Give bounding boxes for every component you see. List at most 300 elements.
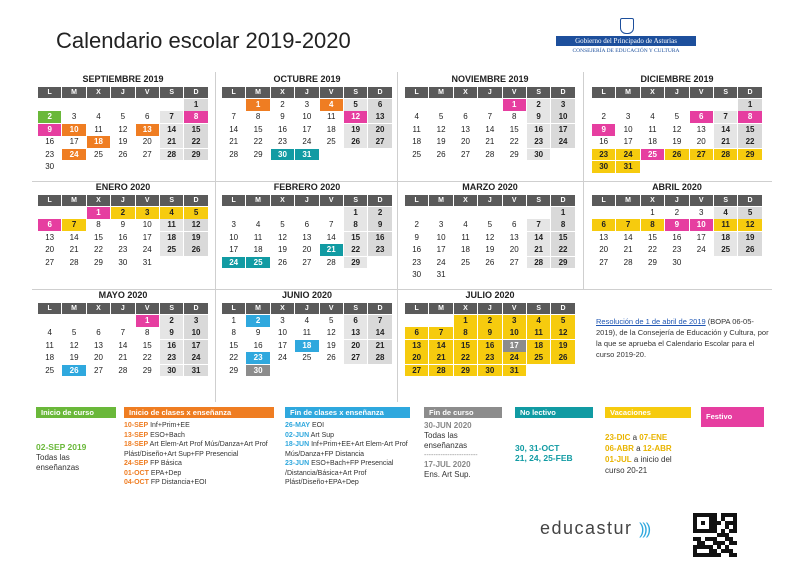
day-cell: 21 <box>714 136 737 148</box>
day-cell: 24 <box>616 149 639 161</box>
day-cell: 9 <box>527 111 550 123</box>
day-cell: 16 <box>118 232 128 242</box>
day-cell: 1 <box>344 207 367 219</box>
empty-cell <box>641 99 664 111</box>
legend-date: 06-ABR <box>605 444 634 453</box>
day-cell: 11 <box>461 232 470 242</box>
empty-cell <box>295 207 318 219</box>
day-cell: 6 <box>690 111 713 123</box>
legend-text: Art Sup <box>309 431 335 439</box>
weekday-label: D <box>551 195 574 206</box>
day-cell: 26 <box>326 353 336 363</box>
weekday-label: M <box>62 87 85 98</box>
day-cell: 15 <box>94 232 103 242</box>
day-cell: 5 <box>551 315 574 327</box>
day-cell: 23 <box>118 245 128 255</box>
day-cell: 27 <box>461 149 470 159</box>
day-cell: 6 <box>368 99 391 111</box>
day-cell: 1 <box>184 99 207 111</box>
day-cell: 21 <box>118 353 128 363</box>
day-cell: 15 <box>253 124 263 134</box>
day-cell: 4 <box>304 316 310 325</box>
day-cell: 9 <box>255 328 261 338</box>
day-cell: 20 <box>368 124 391 136</box>
weekday-label: S <box>344 303 367 314</box>
empty-cell <box>222 207 245 219</box>
day-cell: 4 <box>47 328 52 338</box>
day-cell: 11 <box>327 112 336 122</box>
weekday-label: V <box>136 195 159 206</box>
day-cell: 16 <box>368 232 391 244</box>
weekday-label: L <box>405 195 428 206</box>
weekday-label: M <box>429 303 452 314</box>
day-cell: 25 <box>461 257 470 267</box>
day-cell: 26 <box>665 149 688 161</box>
weekday-label: M <box>429 195 452 206</box>
day-cell: 8 <box>344 219 367 231</box>
month-title: OCTUBRE 2019 <box>273 74 341 84</box>
day-grid <box>222 99 392 160</box>
day-cell: 10 <box>184 327 207 339</box>
day-cell: 31 <box>142 257 152 267</box>
day-cell: 29 <box>509 149 519 159</box>
weekday-label: L <box>222 303 245 314</box>
day-cell: 2 <box>414 220 419 230</box>
weekday-label: J <box>111 87 134 98</box>
day-cell: 27 <box>142 149 152 159</box>
day-cell: 10 <box>623 124 633 134</box>
day-cell: 7 <box>329 220 334 230</box>
day-cell: 13 <box>696 124 706 134</box>
day-cell: 5 <box>71 328 77 338</box>
legend-line: 21, 24, 25-FEB <box>515 452 573 463</box>
weekday-label: D <box>184 303 207 314</box>
weekday-label: V <box>503 303 526 314</box>
month-11 <box>405 290 575 376</box>
empty-cell <box>87 99 110 111</box>
day-cell: 26 <box>485 257 495 267</box>
day-cell: 20 <box>94 353 103 363</box>
day-grid <box>405 99 575 160</box>
day-cell: 9 <box>592 124 615 136</box>
weekday-header <box>222 303 392 314</box>
day-cell: 20 <box>142 137 152 147</box>
weekday-label: X <box>454 195 477 206</box>
day-cell: 11 <box>253 232 263 242</box>
weekday-label: S <box>344 195 367 206</box>
day-cell: 29 <box>184 149 207 161</box>
day-cell: 13 <box>461 124 470 134</box>
day-cell: 3 <box>184 315 207 327</box>
day-cell: 31 <box>436 269 446 279</box>
day-cell: 26 <box>62 365 85 377</box>
day-cell: 21 <box>320 244 343 256</box>
empty-cell <box>38 315 61 327</box>
day-cell: 10 <box>302 112 312 122</box>
day-cell: 22 <box>738 136 761 148</box>
legend-text: ESO+Bach <box>148 431 185 439</box>
day-cell: 26 <box>278 257 287 267</box>
day-cell: 14 <box>160 124 183 136</box>
day-cell: 20 <box>696 137 706 147</box>
day-cell: 24 <box>503 352 526 364</box>
day-cell: 24 <box>222 257 245 269</box>
day-cell: 2 <box>368 207 391 219</box>
weekday-label: V <box>690 87 713 98</box>
weekday-label: J <box>295 87 318 98</box>
weekday-label: J <box>111 195 134 206</box>
day-cell: 31 <box>503 365 526 377</box>
day-cell: 18 <box>648 137 657 147</box>
day-cell: 12 <box>118 124 128 134</box>
weekday-label: V <box>320 87 343 98</box>
day-cell: 7 <box>120 328 126 338</box>
weekday-label: X <box>641 87 664 98</box>
day-cell: 22 <box>94 245 103 255</box>
day-cell: 28 <box>69 257 79 267</box>
day-cell: 3 <box>136 207 159 219</box>
day-cell: 11 <box>302 328 312 338</box>
day-cell: 1 <box>503 99 526 111</box>
weekday-label: J <box>295 303 318 314</box>
day-cell: 25 <box>302 353 312 363</box>
day-cell: 4 <box>527 315 550 327</box>
day-cell: 13 <box>405 340 428 352</box>
resolution-link[interactable]: Resolución de 1 de abril de 2019 <box>596 317 706 326</box>
day-cell: 16 <box>478 340 501 352</box>
divider <box>215 72 216 402</box>
weekday-label: X <box>87 303 110 314</box>
day-cell: 9 <box>414 232 419 242</box>
day-cell: 27 <box>302 257 312 267</box>
day-cell: 22 <box>184 136 207 148</box>
day-cell: 23 <box>412 257 422 267</box>
legend-date: 23-DIC <box>605 433 631 442</box>
day-cell: 25 <box>714 244 737 256</box>
legend-date: 24-SEP <box>124 460 149 467</box>
day-cell: 29 <box>229 365 239 375</box>
day-grid <box>592 207 762 268</box>
legend-inicio-clases <box>124 407 274 488</box>
legend-header: Festivo <box>701 407 764 427</box>
day-cell: 18 <box>461 245 470 255</box>
day-cell: 4 <box>414 112 419 122</box>
weekday-label: D <box>184 195 207 206</box>
weekday-label: J <box>665 195 688 206</box>
day-cell: 16 <box>253 340 263 350</box>
day-cell: 15 <box>344 232 367 244</box>
day-cell: 18 <box>87 136 110 148</box>
legend-lines <box>285 421 410 488</box>
day-cell: 10 <box>503 327 526 339</box>
legend-date: 12-ABR <box>642 444 672 453</box>
month-title: ABRIL 2020 <box>652 182 702 192</box>
day-cell: 6 <box>96 328 101 338</box>
day-cell: 22 <box>344 244 367 256</box>
legend-lines <box>124 421 274 488</box>
day-cell: 1 <box>454 315 477 327</box>
day-cell: 18 <box>160 232 183 244</box>
day-cell: 3 <box>280 316 285 325</box>
day-grid <box>405 207 575 281</box>
day-cell: 13 <box>509 232 519 242</box>
day-cell: 21 <box>160 136 183 148</box>
empty-cell <box>160 99 183 111</box>
day-cell: 21 <box>527 244 550 256</box>
day-cell: 13 <box>45 232 55 242</box>
day-cell: 15 <box>142 340 152 350</box>
empty-cell <box>38 207 61 219</box>
legend-festivo <box>701 407 764 430</box>
legend-date: 10-SEP <box>124 422 149 429</box>
day-cell: 20 <box>405 352 428 364</box>
day-cell: 19 <box>278 245 287 255</box>
weekday-label: X <box>271 195 294 206</box>
brand-text: educastur <box>540 518 633 538</box>
day-cell: 8 <box>145 328 150 338</box>
day-cell: 17 <box>623 137 633 147</box>
weekday-header <box>405 195 575 206</box>
day-cell: 2 <box>601 112 606 122</box>
day-cell: 25 <box>641 149 664 161</box>
resolution-note <box>596 316 772 360</box>
empty-cell <box>616 207 639 219</box>
empty-cell <box>320 207 343 219</box>
day-cell: 15 <box>184 124 207 136</box>
day-cell: 6 <box>38 219 61 231</box>
day-cell: 27 <box>368 136 391 148</box>
day-cell: 1 <box>650 208 655 217</box>
day-cell: 20 <box>344 340 367 352</box>
empty-cell <box>222 99 245 111</box>
day-cell: 4 <box>160 207 183 219</box>
weekday-header <box>222 87 392 98</box>
day-cell: 20 <box>599 245 609 255</box>
weekday-label: X <box>641 195 664 206</box>
day-cell: 24 <box>696 245 706 255</box>
day-cell: 28 <box>714 149 737 161</box>
day-cell: 23 <box>672 245 682 255</box>
month-title: JULIO 2020 <box>465 290 515 300</box>
day-cell: 7 <box>616 219 639 231</box>
day-cell: 20 <box>302 245 312 255</box>
day-cell: 27 <box>45 257 55 267</box>
empty-cell <box>714 99 737 111</box>
day-cell: 28 <box>429 365 452 377</box>
day-cell: 12 <box>278 232 287 242</box>
day-cell: 25 <box>412 149 422 159</box>
day-cell: 30 <box>246 365 269 377</box>
day-cell: 25 <box>527 352 550 364</box>
legend-line <box>605 432 691 443</box>
month-3 <box>405 74 575 160</box>
day-cell: 9 <box>368 219 391 231</box>
weekday-label: L <box>38 195 61 206</box>
day-cell: 6 <box>463 112 468 122</box>
day-cell: 26 <box>551 352 574 364</box>
day-cell: 16 <box>160 340 183 352</box>
month-title: ENERO 2020 <box>95 182 151 192</box>
day-cell: 9 <box>120 220 126 230</box>
weekday-label: V <box>503 87 526 98</box>
day-grid <box>38 99 208 173</box>
day-cell: 23 <box>278 137 287 147</box>
empty-cell <box>616 99 639 111</box>
empty-cell <box>478 99 501 111</box>
day-cell: 7 <box>62 219 85 231</box>
day-cell: 13 <box>368 111 391 123</box>
day-cell: 8 <box>512 112 517 122</box>
legend-date: 02-SEP 2019 <box>36 442 87 452</box>
weekday-header <box>592 87 762 98</box>
day-cell: 12 <box>436 124 446 134</box>
legend-header: Fin de clases x enseñanza <box>285 407 410 418</box>
day-cell: 3 <box>231 220 236 230</box>
day-cell: 23 <box>478 352 501 364</box>
legend-lines <box>605 432 691 476</box>
day-cell: 17 <box>69 137 79 147</box>
day-cell: 29 <box>454 365 477 377</box>
legend-text: Inf+Prim+EE <box>148 422 190 429</box>
day-cell: 28 <box>118 365 128 375</box>
day-cell: 28 <box>160 149 183 161</box>
divider <box>397 72 398 402</box>
day-cell: 4 <box>463 220 468 230</box>
day-cell: 20 <box>509 245 519 255</box>
day-cell: 21 <box>485 137 495 147</box>
month-6 <box>222 182 392 268</box>
day-grid <box>222 315 392 376</box>
weekday-label: D <box>551 303 574 314</box>
day-cell: 8 <box>255 112 261 122</box>
day-cell: 29 <box>648 257 657 267</box>
day-cell: 22 <box>551 244 574 256</box>
day-cell: 21 <box>69 245 79 255</box>
month-7 <box>405 182 575 281</box>
day-cell: 6 <box>145 112 150 122</box>
day-cell: 11 <box>45 340 54 350</box>
day-cell: 17 <box>229 245 239 255</box>
legend-text: a <box>630 433 640 442</box>
day-cell: 14 <box>326 232 336 242</box>
weekday-label: V <box>503 195 526 206</box>
legend-text: EPA+Dep <box>148 469 182 477</box>
day-cell: 15 <box>229 340 239 350</box>
legend-no-lectivo <box>515 407 593 463</box>
day-cell: 27 <box>599 257 609 267</box>
day-cell: 19 <box>326 340 336 350</box>
divider <box>32 289 772 290</box>
day-cell: 26 <box>738 244 761 256</box>
legend-date: 18-JUN <box>285 441 310 448</box>
day-cell: 18 <box>45 353 55 363</box>
day-cell: 6 <box>405 327 428 339</box>
empty-cell <box>690 99 713 111</box>
day-cell: 5 <box>344 99 367 111</box>
day-cell: 2 <box>674 208 680 217</box>
day-cell: 17 <box>184 340 207 352</box>
empty-cell <box>405 315 428 327</box>
legend-inicio-curso <box>36 407 116 473</box>
day-cell: 5 <box>438 112 444 122</box>
day-cell: 9 <box>280 112 285 122</box>
day-cell: 12 <box>184 219 207 231</box>
legend-vacaciones <box>605 407 691 476</box>
day-cell: 9 <box>665 219 688 231</box>
day-cell: 15 <box>551 232 574 244</box>
day-cell: 13 <box>302 232 312 242</box>
weekday-label: L <box>38 87 61 98</box>
day-cell: 7 <box>231 112 236 122</box>
coat-of-arms-icon <box>620 18 634 34</box>
day-cell: 17 <box>551 124 574 136</box>
day-cell: 25 <box>246 257 269 269</box>
weekday-label: V <box>690 195 713 206</box>
weekday-label: M <box>62 195 85 206</box>
legend-header: No lectivo <box>515 407 593 418</box>
day-cell: 20 <box>45 245 55 255</box>
day-cell: 7 <box>160 111 183 123</box>
legend-date: 17-JUL 2020 <box>424 460 471 469</box>
legend-line <box>285 431 410 441</box>
day-cell: 4 <box>650 112 655 122</box>
day-cell: 5 <box>487 220 493 230</box>
day-cell: 7 <box>368 315 391 327</box>
day-cell: 1 <box>136 315 159 327</box>
day-cell: 8 <box>738 111 761 123</box>
legend-header: Inicio de clases x enseñanza <box>124 407 274 418</box>
day-cell: 3 <box>503 315 526 327</box>
weekday-header <box>405 303 575 314</box>
day-cell: 24 <box>62 149 85 161</box>
legend-date: 26-MAY <box>285 422 311 429</box>
day-cell: 25 <box>326 137 336 147</box>
day-cell: 6 <box>592 219 615 231</box>
day-grid <box>222 207 392 268</box>
weekday-label: D <box>738 195 761 206</box>
empty-cell <box>527 207 550 219</box>
weekday-header <box>38 303 208 314</box>
day-cell: 16 <box>672 232 682 242</box>
empty-cell <box>592 207 615 219</box>
day-cell: 19 <box>118 137 128 147</box>
day-cell: 10 <box>436 232 446 242</box>
empty-cell <box>454 99 477 111</box>
day-cell: 15 <box>648 232 657 242</box>
day-cell: 12 <box>326 328 336 338</box>
legend-text: Art Elem-Art Prof Mús/Danza+Art Prof Plást/Diseño+Art Sup+FP Presencial <box>124 441 268 458</box>
empty-cell <box>665 99 688 111</box>
weekday-header <box>222 195 392 206</box>
weekday-header <box>38 195 208 206</box>
day-cell: 29 <box>253 149 263 159</box>
day-cell: 21 <box>229 137 239 147</box>
weekday-label: V <box>320 195 343 206</box>
day-cell: 19 <box>672 137 682 147</box>
day-cell: 30 <box>527 149 550 161</box>
day-cell: 24 <box>436 257 446 267</box>
weekday-header <box>405 87 575 98</box>
day-cell: 4 <box>96 112 101 122</box>
legend-line <box>124 421 274 431</box>
day-cell: 2 <box>280 100 285 109</box>
weekday-label: M <box>246 195 269 206</box>
day-cell: 17 <box>302 124 312 134</box>
day-cell: 4 <box>255 220 261 230</box>
day-cell: 12 <box>738 219 761 231</box>
month-9 <box>38 290 208 376</box>
day-cell: 17 <box>503 340 526 352</box>
